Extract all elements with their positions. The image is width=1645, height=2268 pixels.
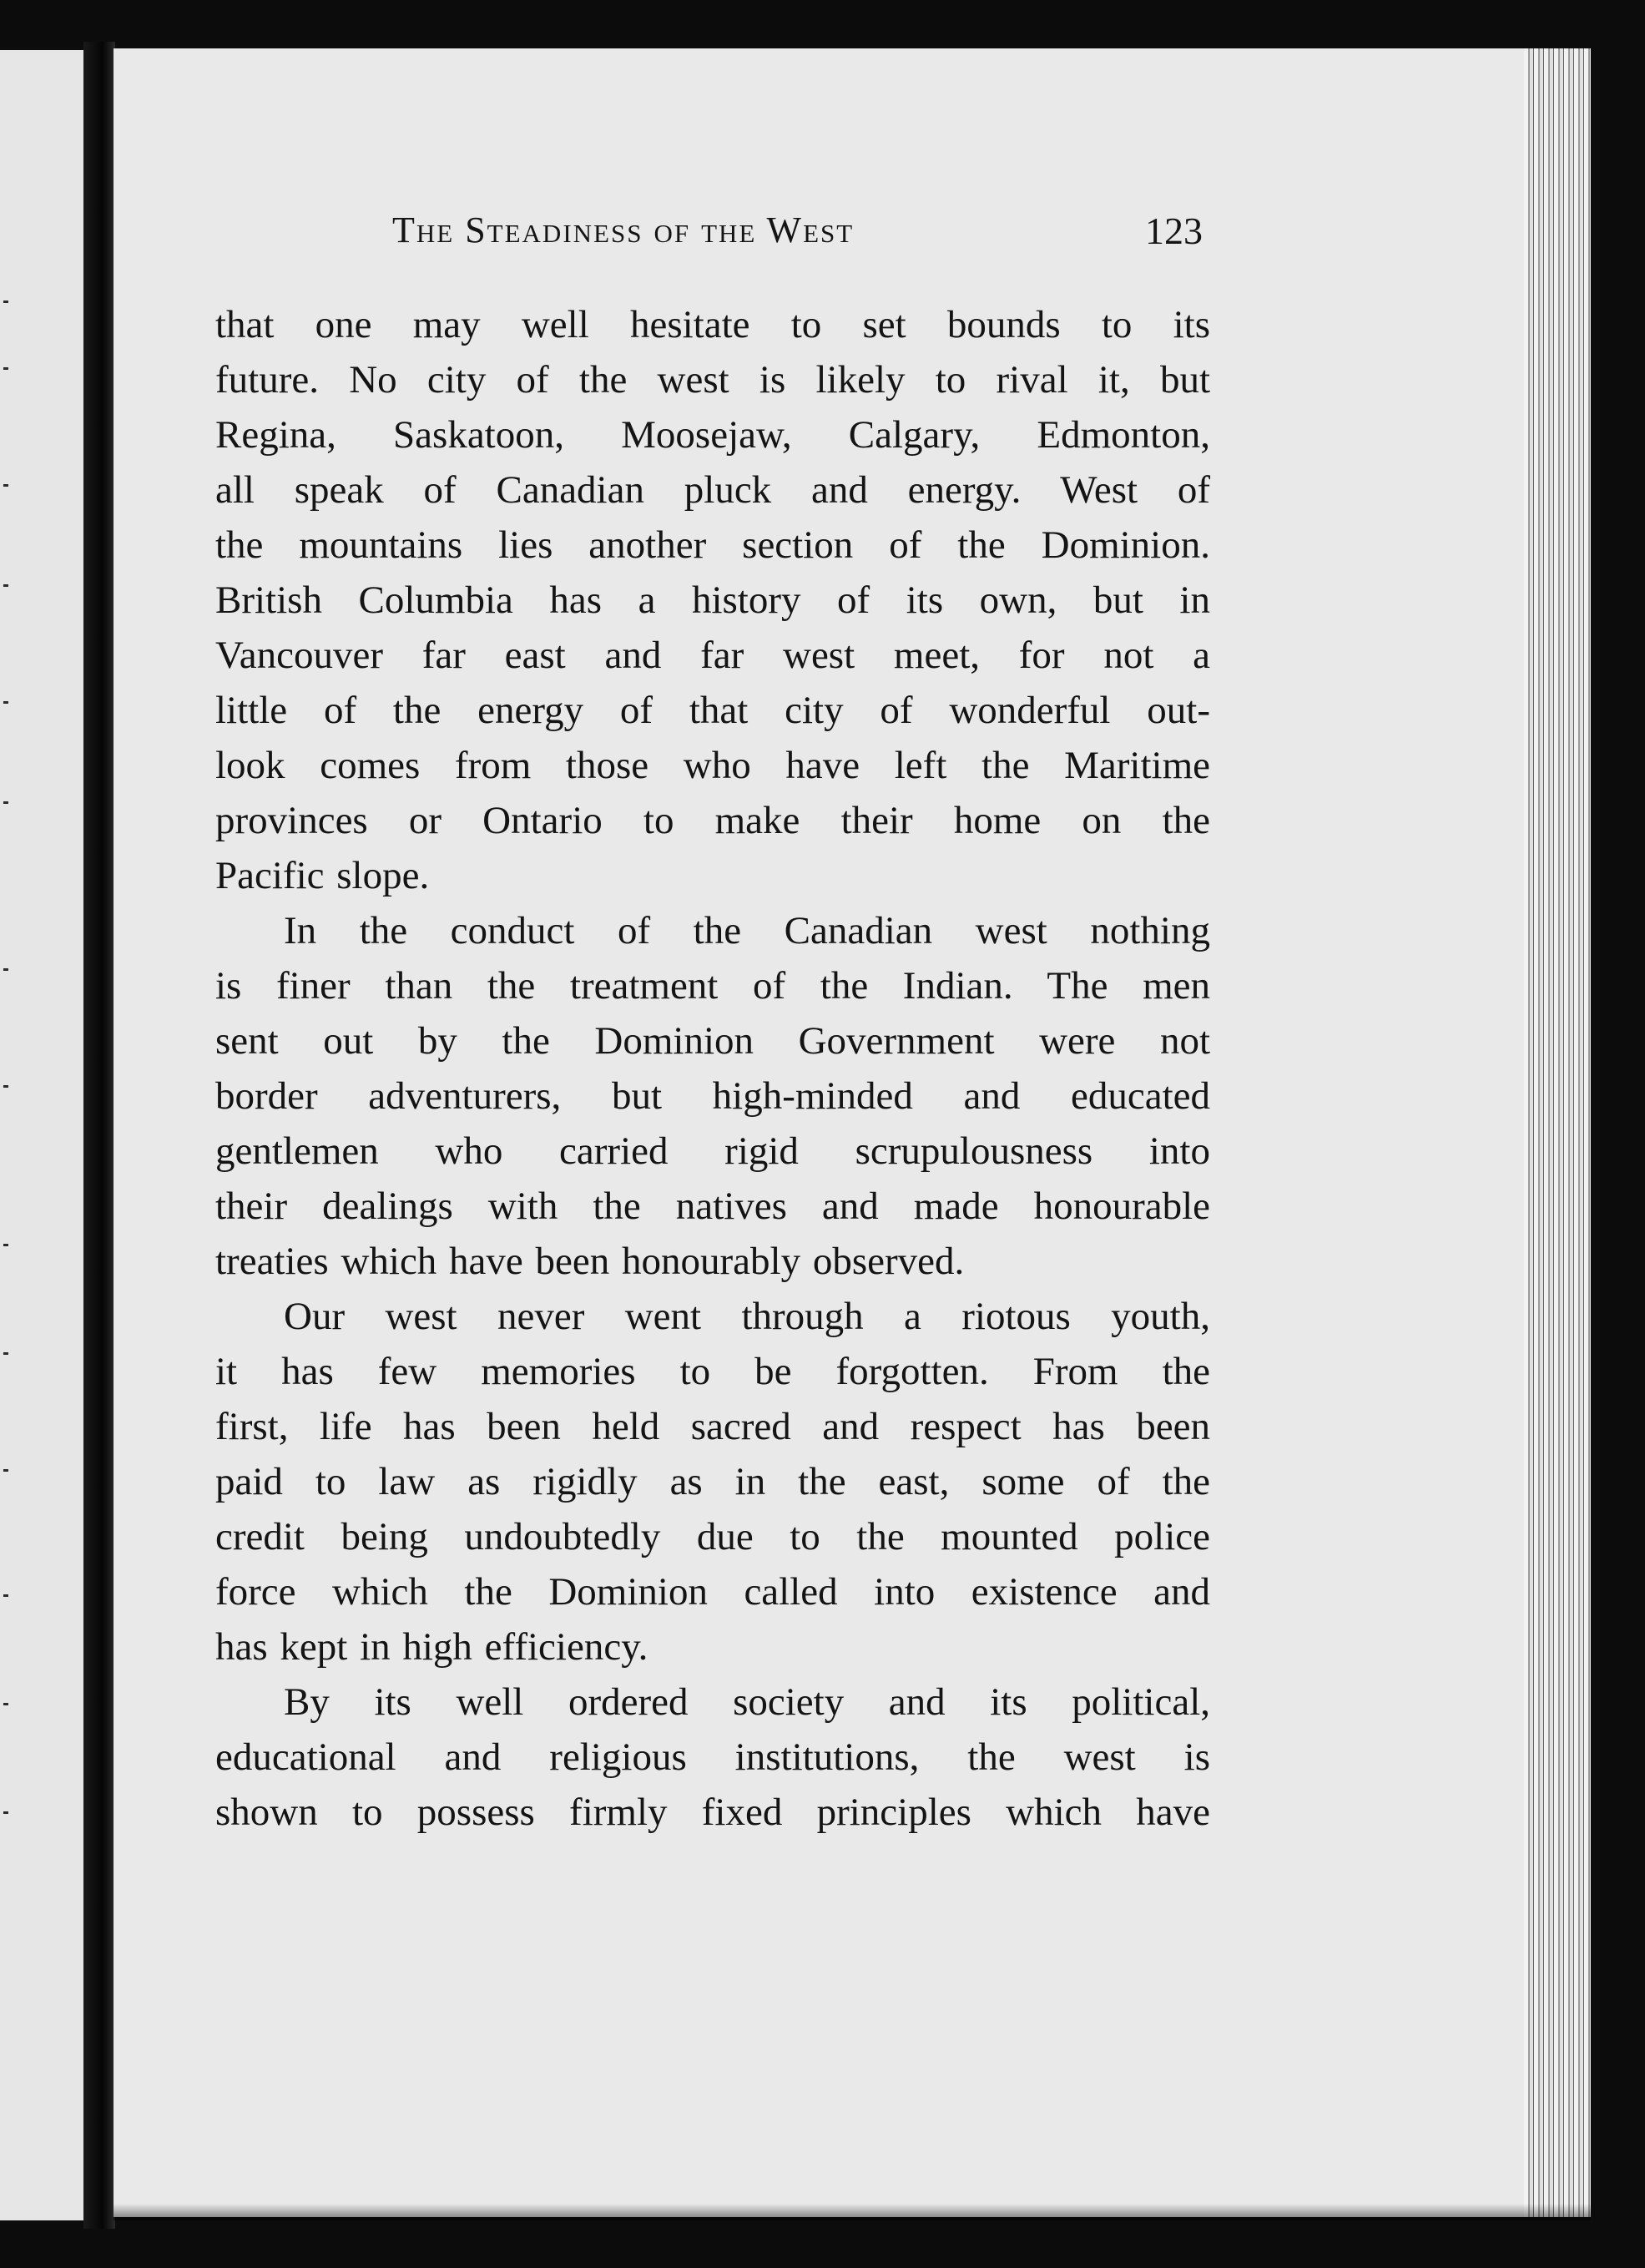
running-title: The Steadiness of the West — [392, 210, 855, 250]
text-line: British Columbia has a history of its own, but in — [215, 578, 1210, 622]
page-shadow — [114, 2204, 1591, 2220]
margin-mark — [3, 367, 8, 370]
text-line: look comes from those who have left the Maritime — [215, 744, 1210, 787]
margin-mark — [3, 1085, 8, 1088]
text-line: their dealings with the natives and made honourable — [215, 1185, 1210, 1228]
paragraph — [215, 1289, 1210, 1674]
text-line: little of the energy of that city of wonderful out- — [215, 689, 1210, 732]
text-line: paid to law as rigidly as in the east, some of the — [215, 1460, 1210, 1503]
text-line: credit being undoubtedly due to the mounted police — [215, 1515, 1210, 1558]
margin-mark — [3, 1469, 8, 1472]
paragraph — [215, 1674, 1210, 1840]
text-line: first, life has been held sacred and respect has been — [215, 1405, 1210, 1448]
body-text — [215, 297, 1210, 1840]
margin-mark — [3, 301, 8, 303]
margin-mark — [3, 1703, 8, 1705]
text-line: Pacific slope. — [215, 854, 430, 897]
text-line: that one may well hesitate to set bounds to its — [215, 303, 1210, 346]
text-line: border adventurers, but high-minded and educated — [215, 1074, 1210, 1118]
text-line: has kept in high efficiency. — [215, 1625, 648, 1669]
margin-mark — [3, 968, 8, 971]
book-gutter — [83, 42, 115, 2229]
margin-mark — [3, 1594, 8, 1597]
page-block-edge — [1524, 48, 1591, 2217]
paragraph — [215, 903, 1210, 1289]
text-line: sent out by the Dominion Government were not — [215, 1019, 1210, 1063]
page-number: 123 — [1145, 210, 1203, 252]
text-line: is finer than the treatment of the Indian. The men — [215, 964, 1210, 1008]
text-line: By its well ordered society and its political, — [284, 1680, 1210, 1724]
margin-mark — [3, 584, 8, 587]
running-head — [392, 209, 1227, 267]
text-line: Our west never went through a riotous youth, — [284, 1295, 1210, 1338]
text-line: In the conduct of the Canadian west nothing — [284, 909, 1210, 952]
text-line: force which the Dominion called into existence and — [215, 1570, 1210, 1614]
margin-mark — [3, 801, 8, 804]
margin-mark — [3, 1811, 8, 1814]
text-line: it has few memories to be forgotten. From the — [215, 1350, 1210, 1393]
text-line: gentlemen who carried rigid scrupulousness into — [215, 1129, 1210, 1173]
text-line: educational and religious institutions, the west is — [215, 1735, 1210, 1779]
margin-mark — [3, 1244, 8, 1246]
text-line: Regina, Saskatoon, Moosejaw, Calgary, Edmonton, — [215, 413, 1210, 457]
margin-mark — [3, 484, 8, 487]
text-line: Vancouver far east and far west meet, for not a — [215, 634, 1210, 677]
text-line: future. No city of the west is likely to rival it, but — [215, 358, 1210, 402]
text-line: shown to possess firmly fixed principles which have — [215, 1791, 1210, 1834]
text-line: treaties which have been honourably observed. — [215, 1240, 965, 1283]
text-line: provinces or Ontario to make their home on the — [215, 799, 1210, 842]
text-line: the mountains lies another section of the Dominion. — [215, 523, 1210, 567]
text-line: all speak of Canadian pluck and energy. West of — [215, 468, 1210, 512]
previous-page-edge — [0, 50, 83, 2220]
margin-mark — [3, 1352, 8, 1355]
margin-mark — [3, 701, 8, 704]
paragraph — [215, 297, 1210, 903]
